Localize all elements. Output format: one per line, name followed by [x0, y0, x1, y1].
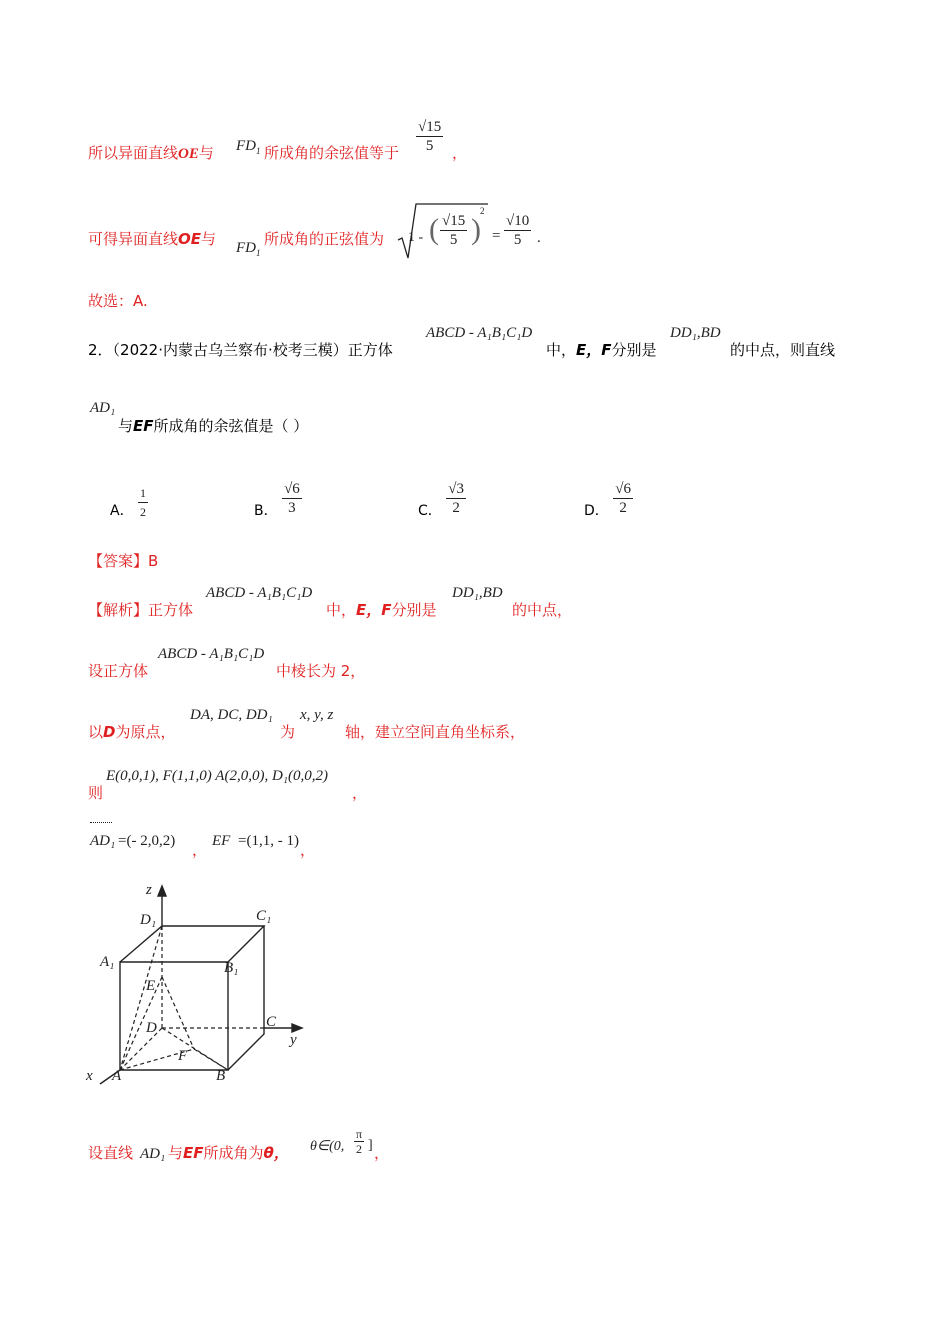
label-x: x — [86, 1068, 93, 1084]
text: 为原点， — [115, 723, 176, 741]
square-exponent: 2 — [480, 206, 485, 216]
text: 中棱长为 2， — [276, 662, 366, 680]
ef-vector: EF — [212, 833, 231, 849]
inner-fraction — [440, 212, 467, 249]
ad1-label: AD₁ — [140, 1146, 166, 1162]
text: ， — [374, 1144, 390, 1162]
conclusion-cosine-line — [88, 143, 214, 164]
analysis-line1 — [88, 600, 193, 620]
label-a: A — [112, 1068, 122, 1084]
label-c1: C₁ — [256, 908, 272, 924]
text: ， — [192, 841, 208, 859]
cube-figure — [84, 880, 314, 1090]
label-y: y — [290, 1032, 297, 1048]
text: 所以异面直线 — [88, 144, 179, 162]
equals: = — [492, 228, 501, 244]
analysis-line2: 设正方体 — [88, 662, 149, 680]
cube-name: ABCD - A₁B₁C₁D — [426, 325, 533, 341]
option-fraction: $\frac{√6}{2}$ — [615, 481, 631, 516]
analysis-line4: 则 — [88, 784, 104, 802]
ef-label: EF — [133, 417, 154, 435]
label-a1: A₁ — [100, 954, 115, 970]
bracket: ] — [368, 1138, 373, 1153]
option-label: C． — [418, 502, 442, 519]
label-f: F — [178, 1048, 188, 1064]
right-paren: ) — [471, 213, 481, 246]
option-label: D． — [584, 502, 609, 519]
question-source: （2022·内蒙古乌兰察布·校考三模）正方体 — [112, 341, 393, 359]
pi-over-2: $\frac{\pi}{2}$ — [356, 1127, 363, 1156]
text: 与EF所成角为θ， — [168, 1144, 289, 1162]
numerator: √10 — [506, 213, 530, 229]
choose-a-line: 故选：A. — [88, 292, 148, 310]
answer-line — [88, 551, 158, 571]
fraction-sqrt15-over-5 — [416, 118, 443, 155]
period: . — [537, 230, 541, 246]
text: 的中点， — [512, 601, 573, 619]
label-b1: B₁ — [224, 960, 239, 976]
option-label: B． — [254, 502, 278, 519]
label-b: B — [216, 1068, 226, 1084]
label-d1: D₁ — [140, 912, 157, 928]
label-z: z — [146, 882, 152, 898]
ef-vector-value: =(1,1, - 1) — [238, 833, 299, 849]
point-coordinates: E(0,0,1), F(1,1,0) A(2,0,0), D₁(0,0,2) — [106, 768, 328, 784]
analysis-line3 — [88, 722, 175, 742]
answer-value: B — [148, 552, 159, 570]
analysis-tag: 【解析】 — [88, 601, 149, 619]
option-a[interactable] — [110, 468, 148, 519]
option-d[interactable] — [584, 468, 633, 519]
theta-range: θ∈(0, — [310, 1139, 345, 1154]
text: 所成角的正弦值为 — [264, 230, 385, 248]
left-paren: ( — [429, 213, 439, 246]
text: 中，E，F分别是 — [326, 601, 437, 619]
text: 与 — [198, 144, 214, 162]
option-fraction: $\frac{√6}{3}$ — [284, 481, 300, 516]
denominator: 5 — [425, 138, 434, 154]
axes-vectors: DA, DC, DD₁ — [190, 707, 273, 723]
numerator: √15 — [442, 213, 466, 229]
analysis-line6: 设直线 — [88, 1144, 134, 1162]
text: 所成角的余弦值等于 — [264, 144, 400, 162]
denominator: 5 — [449, 232, 458, 248]
text: 与 — [201, 230, 217, 248]
text: ， — [452, 144, 468, 162]
question-2-line2 — [118, 416, 308, 436]
option-label: A． — [110, 502, 134, 519]
text: 的中点，则直线 — [730, 341, 836, 359]
option-fraction: $\frac{√3}{2}$ — [448, 481, 464, 516]
text: 为 — [280, 723, 296, 741]
text: 中，E，F分别是 — [546, 341, 657, 359]
ad1-label: AD₁ — [90, 400, 116, 416]
label-c: C — [266, 1014, 277, 1030]
d-label: D — [103, 723, 116, 741]
conclusion-sine-line — [88, 229, 216, 249]
oe-label: OE — [178, 230, 202, 248]
option-b[interactable] — [254, 468, 302, 519]
option-c[interactable] — [418, 468, 466, 519]
result-fraction — [504, 212, 531, 249]
text: 正方体 — [148, 601, 194, 619]
denominator: 5 — [513, 232, 522, 248]
ad1-vector: AD₁ — [90, 833, 116, 849]
answer-tag: 【答案】 — [88, 552, 149, 570]
cube-name: ABCD - A₁B₁C₁D — [206, 585, 313, 601]
text: ， — [352, 784, 368, 802]
text: 轴，建立空间直角坐标系， — [345, 723, 526, 741]
fd1-label: $FD_1$ — [236, 138, 261, 156]
one-minus: 1 - — [408, 230, 424, 245]
label-d: D — [146, 1020, 157, 1036]
text: 可得异面直线 — [88, 230, 179, 248]
xyz-label: x, y, z — [300, 707, 334, 723]
dd1-bd: DD₁,BD — [670, 325, 721, 341]
label-e: E — [146, 978, 156, 994]
cube-name: ABCD - A₁B₁C₁D — [158, 646, 265, 662]
text: 与 — [118, 417, 134, 435]
question-number: 2． — [88, 341, 113, 359]
text: ， — [300, 841, 316, 859]
oe-label: OE — [178, 146, 199, 162]
ad1-vector-value: =(- 2,0,2) — [118, 833, 176, 849]
dd1-bd: DD₁,BD — [452, 585, 503, 601]
numerator: √15 — [418, 119, 442, 135]
question-2-line1 — [88, 340, 393, 360]
vector-arrow — [90, 822, 112, 823]
option-fraction: $\frac{1}{2}$ — [140, 486, 147, 519]
fd1-label: $FD_1$ — [236, 240, 261, 258]
text: 以 — [88, 723, 104, 741]
text: 所成角的余弦值是（ ） — [153, 417, 309, 435]
